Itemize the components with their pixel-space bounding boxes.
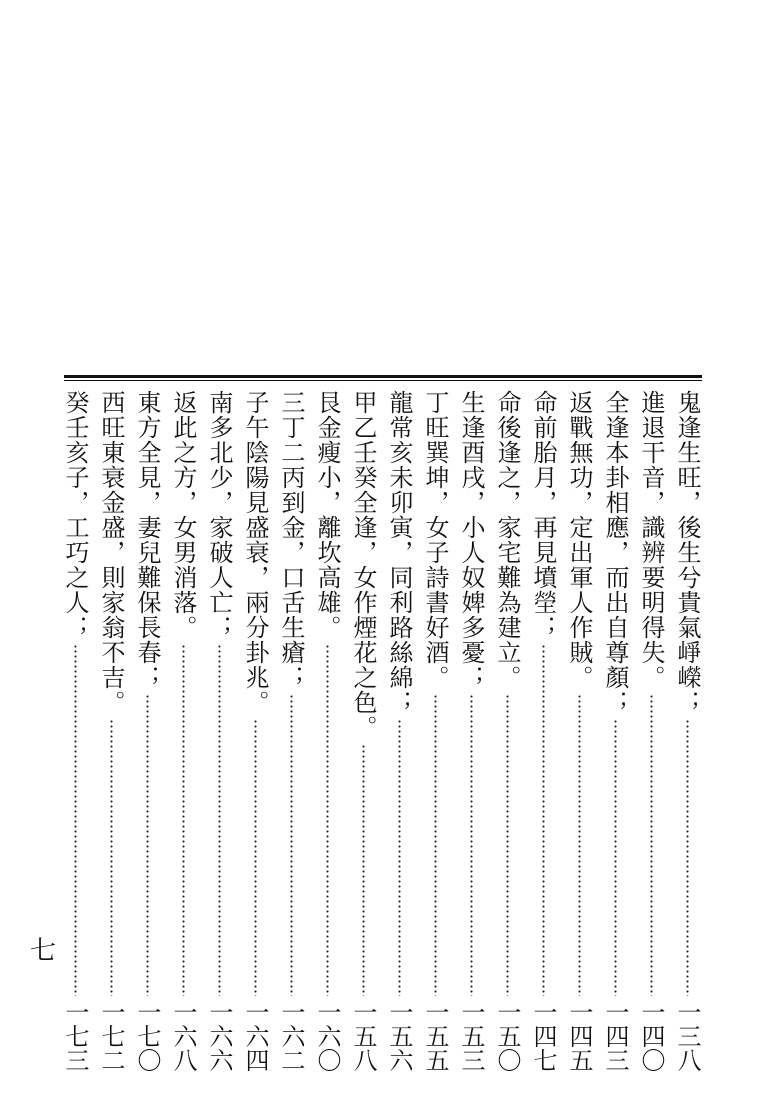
entry-page-number: 一七〇 — [133, 1000, 161, 1072]
entry-text: 返戰無功，定出軍人作賊。 — [565, 390, 593, 690]
entry-page-number: 一四三 — [601, 1000, 629, 1072]
entry-page-number: 一六六 — [205, 1000, 233, 1072]
entry-page-number: 一三八 — [673, 1000, 701, 1072]
top-rule-thin — [64, 380, 702, 381]
toc-entry — [633, 390, 669, 1072]
dot-leader — [74, 644, 77, 996]
entry-page-number: 一四〇 — [637, 1000, 665, 1072]
entry-page-number: 一五〇 — [493, 1000, 521, 1072]
entry-text: 進退干音，識辨要明得失。 — [637, 390, 665, 690]
dot-leader — [614, 719, 617, 996]
entry-text: 全逢本卦相應，而出自尊顏； — [601, 390, 629, 715]
toc-entry — [273, 390, 309, 1072]
entry-text: 返此之方，女男消落。 — [169, 390, 197, 640]
dot-leader — [470, 694, 473, 996]
toc-entry — [237, 390, 273, 1072]
entry-text: 生逢酉戌，小人奴婢多憂； — [457, 390, 485, 690]
entry-text: 鬼逢生旺，後生兮貴氣崢嶸； — [673, 390, 701, 715]
entry-text: 癸壬亥子，工巧之人； — [61, 390, 89, 640]
toc-entry — [453, 390, 489, 1072]
entry-text: 丁旺巽坤，女子詩書好酒。 — [421, 390, 449, 690]
toc-entry — [129, 390, 165, 1072]
dot-leader — [434, 694, 437, 996]
dot-leader — [290, 694, 293, 996]
entry-text: 西旺東衰金盛，則家翁不吉。 — [97, 390, 125, 715]
entry-page-number: 一五三 — [457, 1000, 485, 1072]
toc-entry — [201, 390, 237, 1072]
entry-page-number: 一六四 — [241, 1000, 269, 1072]
top-rule-thick — [64, 375, 702, 378]
entry-page-number: 一四五 — [565, 1000, 593, 1072]
toc-entry — [381, 390, 417, 1072]
toc-entry — [597, 390, 633, 1072]
toc-entry — [669, 390, 705, 1072]
toc-entry — [561, 390, 597, 1072]
entry-text: 龍常亥未卯寅，同利路絲綿； — [385, 390, 413, 715]
entry-page-number: 一六〇 — [313, 1000, 341, 1072]
entry-text: 南多北少，家破人亡； — [205, 390, 233, 640]
dot-leader — [542, 644, 545, 996]
dot-leader — [254, 719, 257, 996]
entry-text: 甲乙壬癸全逢，女作煙花之色。 — [349, 390, 377, 740]
folio-page-number: 七 — [30, 936, 57, 966]
entry-text: 艮金瘦小，離坎高雄。 — [313, 390, 341, 640]
entry-text: 命後逢之，家宅難為建立。 — [493, 390, 521, 690]
entry-text: 三丁二丙到金，口舌生瘡； — [277, 390, 305, 690]
entry-text: 命前胎月，再見墳塋； — [529, 390, 557, 640]
toc-entry — [93, 390, 129, 1072]
toc-entry — [345, 390, 381, 1072]
dot-leader — [686, 719, 689, 996]
dot-leader — [326, 644, 329, 996]
toc-entries — [57, 390, 705, 1072]
entry-page-number: 一六八 — [169, 1000, 197, 1072]
entry-page-number: 一五八 — [349, 1000, 377, 1072]
entry-page-number: 一四七 — [529, 1000, 557, 1072]
entry-page-number: 一六二 — [277, 1000, 305, 1072]
entry-page-number: 一五六 — [385, 1000, 413, 1072]
dot-leader — [650, 694, 653, 996]
entry-text: 東方全見，妻兒難保長春； — [133, 390, 161, 690]
dot-leader — [110, 719, 113, 996]
dot-leader — [578, 694, 581, 996]
dot-leader — [362, 744, 365, 996]
toc-entry — [525, 390, 561, 1072]
dot-leader — [398, 719, 401, 996]
entry-page-number: 一五五 — [421, 1000, 449, 1072]
toc-entry — [489, 390, 525, 1072]
entry-page-number: 一七二 — [97, 1000, 125, 1072]
toc-entry — [309, 390, 345, 1072]
toc-entry — [165, 390, 201, 1072]
entry-text: 子午陰陽見盛衰，兩分卦兆。 — [241, 390, 269, 715]
toc-entry — [417, 390, 453, 1072]
dot-leader — [182, 644, 185, 996]
entry-page-number: 一七三 — [61, 1000, 89, 1072]
dot-leader — [218, 644, 221, 996]
dot-leader — [506, 694, 509, 996]
dot-leader — [146, 694, 149, 996]
toc-entry — [57, 390, 93, 1072]
